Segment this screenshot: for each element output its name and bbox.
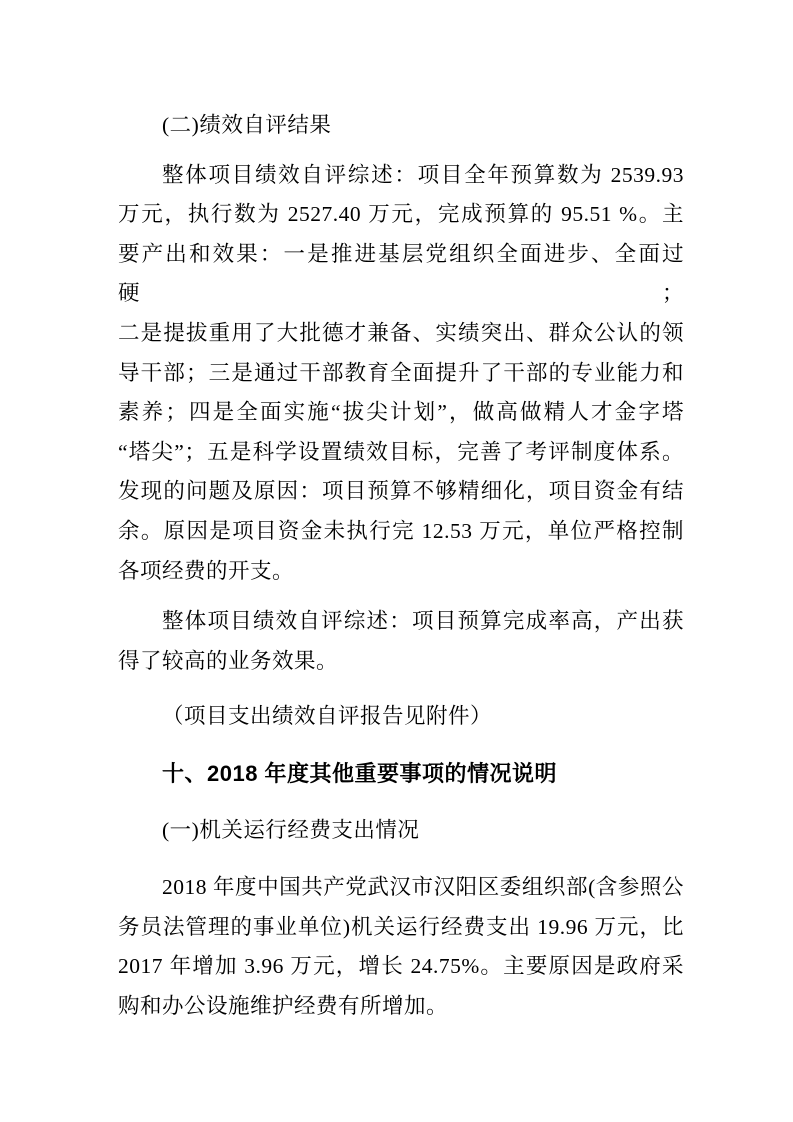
paragraph-overall-project-self-eval	[118, 156, 684, 592]
chapter-heading-other-important-matters	[118, 754, 684, 794]
paragraph-self-eval-summary	[118, 602, 684, 681]
paragraph-line: 得了较高的业务效果。	[118, 648, 339, 673]
paragraph-line: 2018 年度中国共产党武汉市汉阳区委组织部(含参照公	[162, 875, 684, 900]
paragraph-line: 购和办公设施维护经费有所增加。	[118, 993, 449, 1018]
paragraph-line: 整体项目绩效自评综述：项目全年预算数为 2539.93	[162, 162, 684, 187]
section-heading-operating-expenses	[118, 811, 684, 851]
section-heading-performance-self-eval-result	[118, 106, 684, 146]
paragraph-line: 整体项目绩效自评综述：项目预算完成率高，产出获	[162, 609, 684, 634]
document-content	[118, 106, 684, 1026]
paragraph-operating-expenses	[118, 868, 684, 1026]
paragraph-line: 各项经费的开支。	[118, 558, 295, 583]
paragraph-line: “塔尖”；五是科学设置绩效目标，完善了考评制度体系。	[118, 439, 684, 464]
section-heading-text: (一)机关运行经费支出情况	[162, 817, 420, 842]
paragraph-line: 务员法管理的事业单位)机关运行经费支出 19.96 万元，比	[118, 914, 684, 939]
paragraph-line: 二是提拔重用了大批德才兼备、实绩突出、群众公认的领	[118, 320, 684, 345]
paragraph-line: 2017 年增加 3.96 万元，增长 24.75%。主要原因是政府采	[118, 954, 684, 979]
section-heading-text: (二)绩效自评结果	[162, 113, 332, 137]
paragraph-line: 导干部；三是通过干部教育全面提升了干部的专业能力和	[118, 360, 684, 385]
chapter-heading-text: 十、2018 年度其他重要事项的情况说明	[162, 760, 558, 786]
paragraph-line: 万元，执行数为 2527.40 万元，完成预算的 95.51 %。主	[118, 202, 684, 227]
paragraph-line: 发现的问题及原因：项目预算不够精细化，项目资金有结	[118, 479, 684, 504]
paragraph-attachment-note	[118, 697, 684, 737]
paragraph-line: （项目支出绩效自评报告见附件）	[162, 704, 493, 729]
paragraph-line: 余。原因是项目资金未执行完 12.53 万元，单位严格控制	[118, 518, 684, 543]
paragraph-line: 要产出和效果：一是推进基层党组织全面进步、全面过硬；	[118, 241, 684, 306]
paragraph-line: 素养；四是全面实施“拔尖计划”，做高做精人才金字塔	[118, 400, 684, 425]
